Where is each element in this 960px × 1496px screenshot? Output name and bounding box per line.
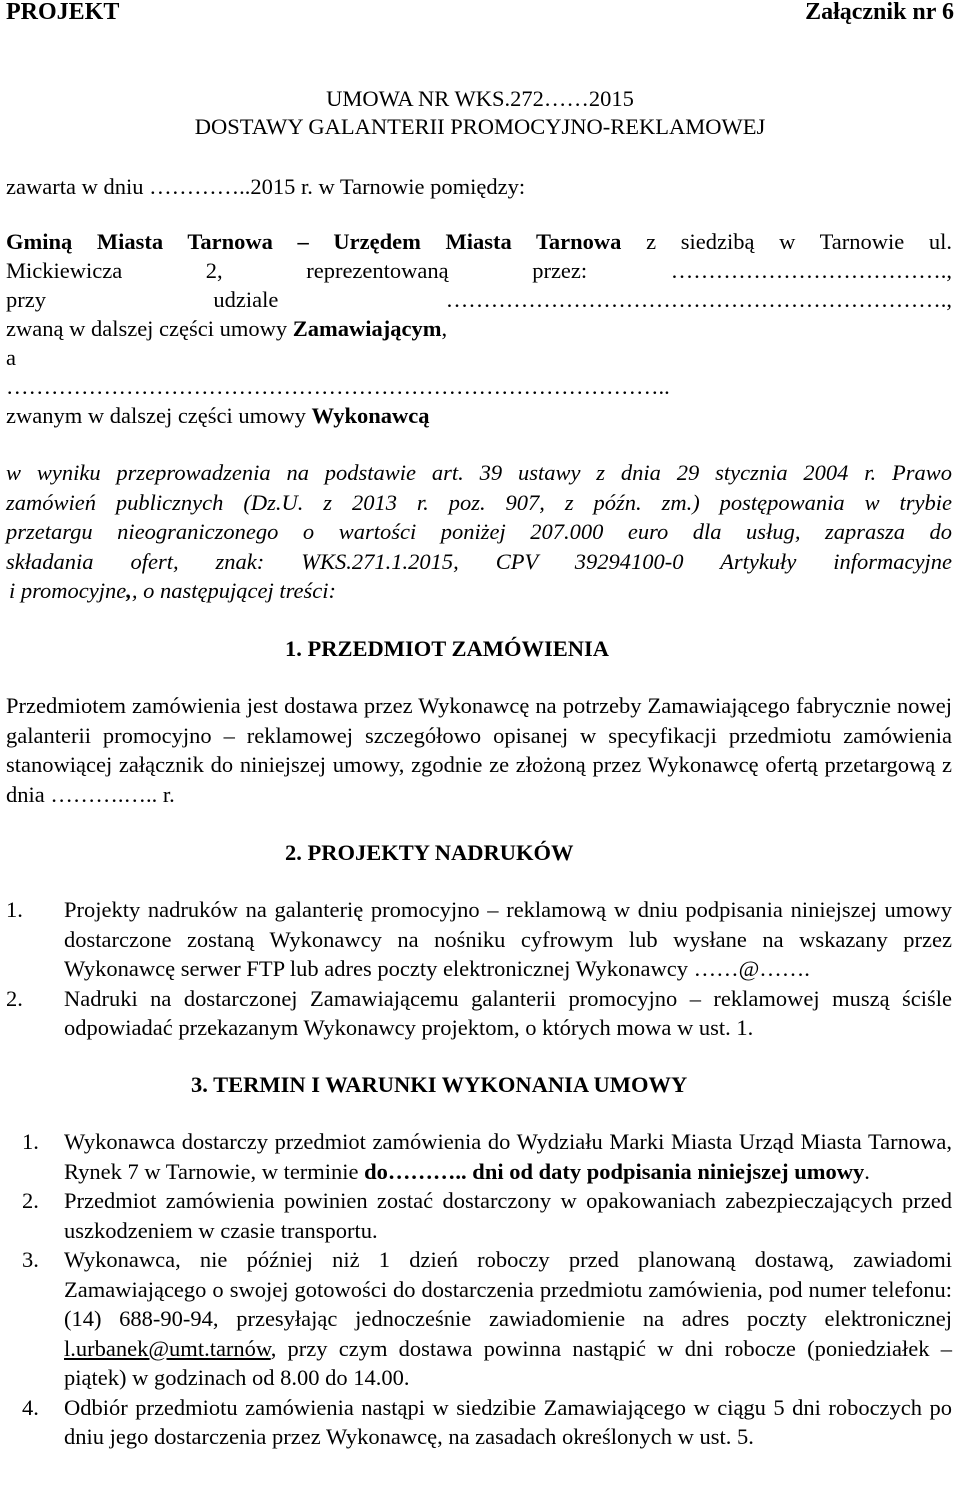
procedure-line-4: składania ofert, znak: WKS.271.1.2015, CPV 39294100-0 Artykuły informacyjne xyxy=(6,548,952,574)
wyk-name: Wykonawcą xyxy=(311,403,430,428)
item-number: 1. xyxy=(22,1129,39,1154)
wyk-prefix: zwanym w dalszej części umowy xyxy=(6,403,312,428)
section-1-heading: 1. PRZEDMIOT ZAMÓWIENIA xyxy=(285,636,609,661)
procedure-line-5 xyxy=(6,576,952,606)
list-item xyxy=(6,1186,952,1245)
procedure-line-3: przetargu nieograniczonego o wartości poniżej 207.000 euro dla usług, zaprasza do xyxy=(6,519,952,544)
party1-line xyxy=(6,227,952,256)
attachment-label: Załącznik nr 6 xyxy=(805,0,954,25)
list-item xyxy=(6,1393,952,1452)
procedure-line-1: w wyniku przeprowadzenia na podstawie art. 39 ustawy z dnia 29 stycznia 2004 r. Prawo xyxy=(6,460,952,485)
project-label: PROJEKT xyxy=(6,0,120,25)
procedure-line-2: zamówień publicznych (Dz.U. z 2013 r. poz. 907, z późn. zm.) postępowania w trybie xyxy=(6,489,952,515)
contractor-dots: …………………………………………………………………………….. xyxy=(6,374,670,399)
contract-title: UMOWA NR WKS.272……2015 xyxy=(326,86,634,111)
item-text: Projekty nadruków na galanterię promocyjno – reklamową w dniu podpisania niniejszej umowy dostarczone zostaną Wykonawcy na nośniku cyfrowym lub wysłane na wskazany przez Wykonawcę serwer FTP lub adres poczty elektronicznej Wykonawcy ……@……. xyxy=(64,897,952,981)
item-number: 4. xyxy=(22,1394,39,1420)
list-item xyxy=(6,1245,952,1393)
item-text: Odbiór przedmiotu zamówienia nastąpi w siedzibie Zamawiającego w ciągu 5 dni roboczych po dniu jego dostarczenia przez Wykonawcę, na zasadach określonych w ust. 5. xyxy=(64,1394,952,1449)
section-3-heading: 3. TERMIN I WARUNKI WYKONANIA UMOWY xyxy=(191,1072,688,1097)
list-item xyxy=(6,1127,952,1186)
list-item xyxy=(6,984,952,1043)
item-number: 2. xyxy=(6,985,23,1011)
section-2-list xyxy=(6,895,952,1043)
email-link[interactable]: l.urbanek@umt.tarnów xyxy=(64,1335,271,1361)
item-text: Nadruki na dostarczonej Zamawiającemu galanterii promocyjno – reklamowej muszą ściśle odpowiadać przekazanym Wykonawcy projektom, o których mowa w ust. 1. xyxy=(64,985,952,1040)
item-text: Wykonawca dostarczy przedmiot zamówienia do Wydziału Marki Miasta Urząd Miasta Tarnowa, Rynek 7 w Tarnowie, w terminie xyxy=(64,1129,952,1184)
section-3-list xyxy=(6,1127,952,1452)
item-number: 2. xyxy=(22,1188,39,1213)
list-item xyxy=(6,895,952,984)
zamawiajacy-line xyxy=(6,314,952,343)
with-line: przy udziale …………………………………………………………., xyxy=(6,287,952,312)
party1-seat: z siedzibą w Tarnowie ul. xyxy=(621,229,952,254)
contract-subtitle: DOSTAWY GALANTERII PROMOCYJNO-REKLAMOWEJ xyxy=(194,114,766,139)
item-number: 3. xyxy=(22,1247,39,1272)
date-line: zawarta w dniu …………..2015 r. w Tarnowie pomiędzy: xyxy=(6,174,526,199)
item-text-end: . xyxy=(864,1158,870,1184)
deadline-text: do……….. dni od daty podpisania niniejszej umowy xyxy=(364,1158,865,1184)
item-text: Wykonawca, nie później niż 1 dzień roboczy przed planowaną dostawą, zawiadomi Zamawiającego o swojej gotowości do dostarczenia przedmiotu zamówienia, pod numer telefonu: (14) 688-90-94, przesyłając jednocześnie zawiadomienie na adres poczty elektronicznej xyxy=(64,1247,952,1331)
item-number: 1. xyxy=(6,897,23,922)
item-text: Przedmiot zamówienia powinien zostać dostarczony w opakowaniach zabezpieczających przed uszkodzeniem w czasie transportu. xyxy=(64,1188,952,1243)
procedure-tail: , o następującej treści: xyxy=(131,578,337,603)
party1-address: Mickiewicza 2, reprezentowaną przez: ………………………………., xyxy=(6,258,952,283)
procedure-cpv-name: i promocyjne xyxy=(9,578,127,603)
wykonawca-line xyxy=(6,401,952,430)
procedure-paragraph xyxy=(6,458,952,606)
item-text-end: , przy czym dostawa powinna nastąpić w dni robocze (poniedziałek – piątek) w godzinach od 8.00 do 14.00. xyxy=(64,1335,952,1390)
zam-suffix: , xyxy=(441,316,448,341)
conjunction-a: a xyxy=(6,345,16,370)
zam-prefix: zwaną w dalszej części umowy xyxy=(6,316,293,341)
party1-name: Gminą Miasta Tarnowa – Urzędem Miasta Tarnowa xyxy=(6,229,622,254)
zam-name: Zamawiającym xyxy=(292,316,442,341)
section-1-text: Przedmiotem zamówienia jest dostawa przez Wykonawcę na potrzeby Zamawiającego fabrycznie nowej galanterii promocyjno – reklamowej szczegółowo opisanej w specyfikacji przedmiotu zamówienia stanowiącej załącznik do niniejszej umowy, zgodnie ze złożoną przez Wykonawcę ofertą przetargową z dnia ……….….. r. xyxy=(6,693,952,807)
section-2-heading: 2. PROJEKTY NADRUKÓW xyxy=(285,840,574,865)
procedure-comma: , xyxy=(126,578,132,603)
